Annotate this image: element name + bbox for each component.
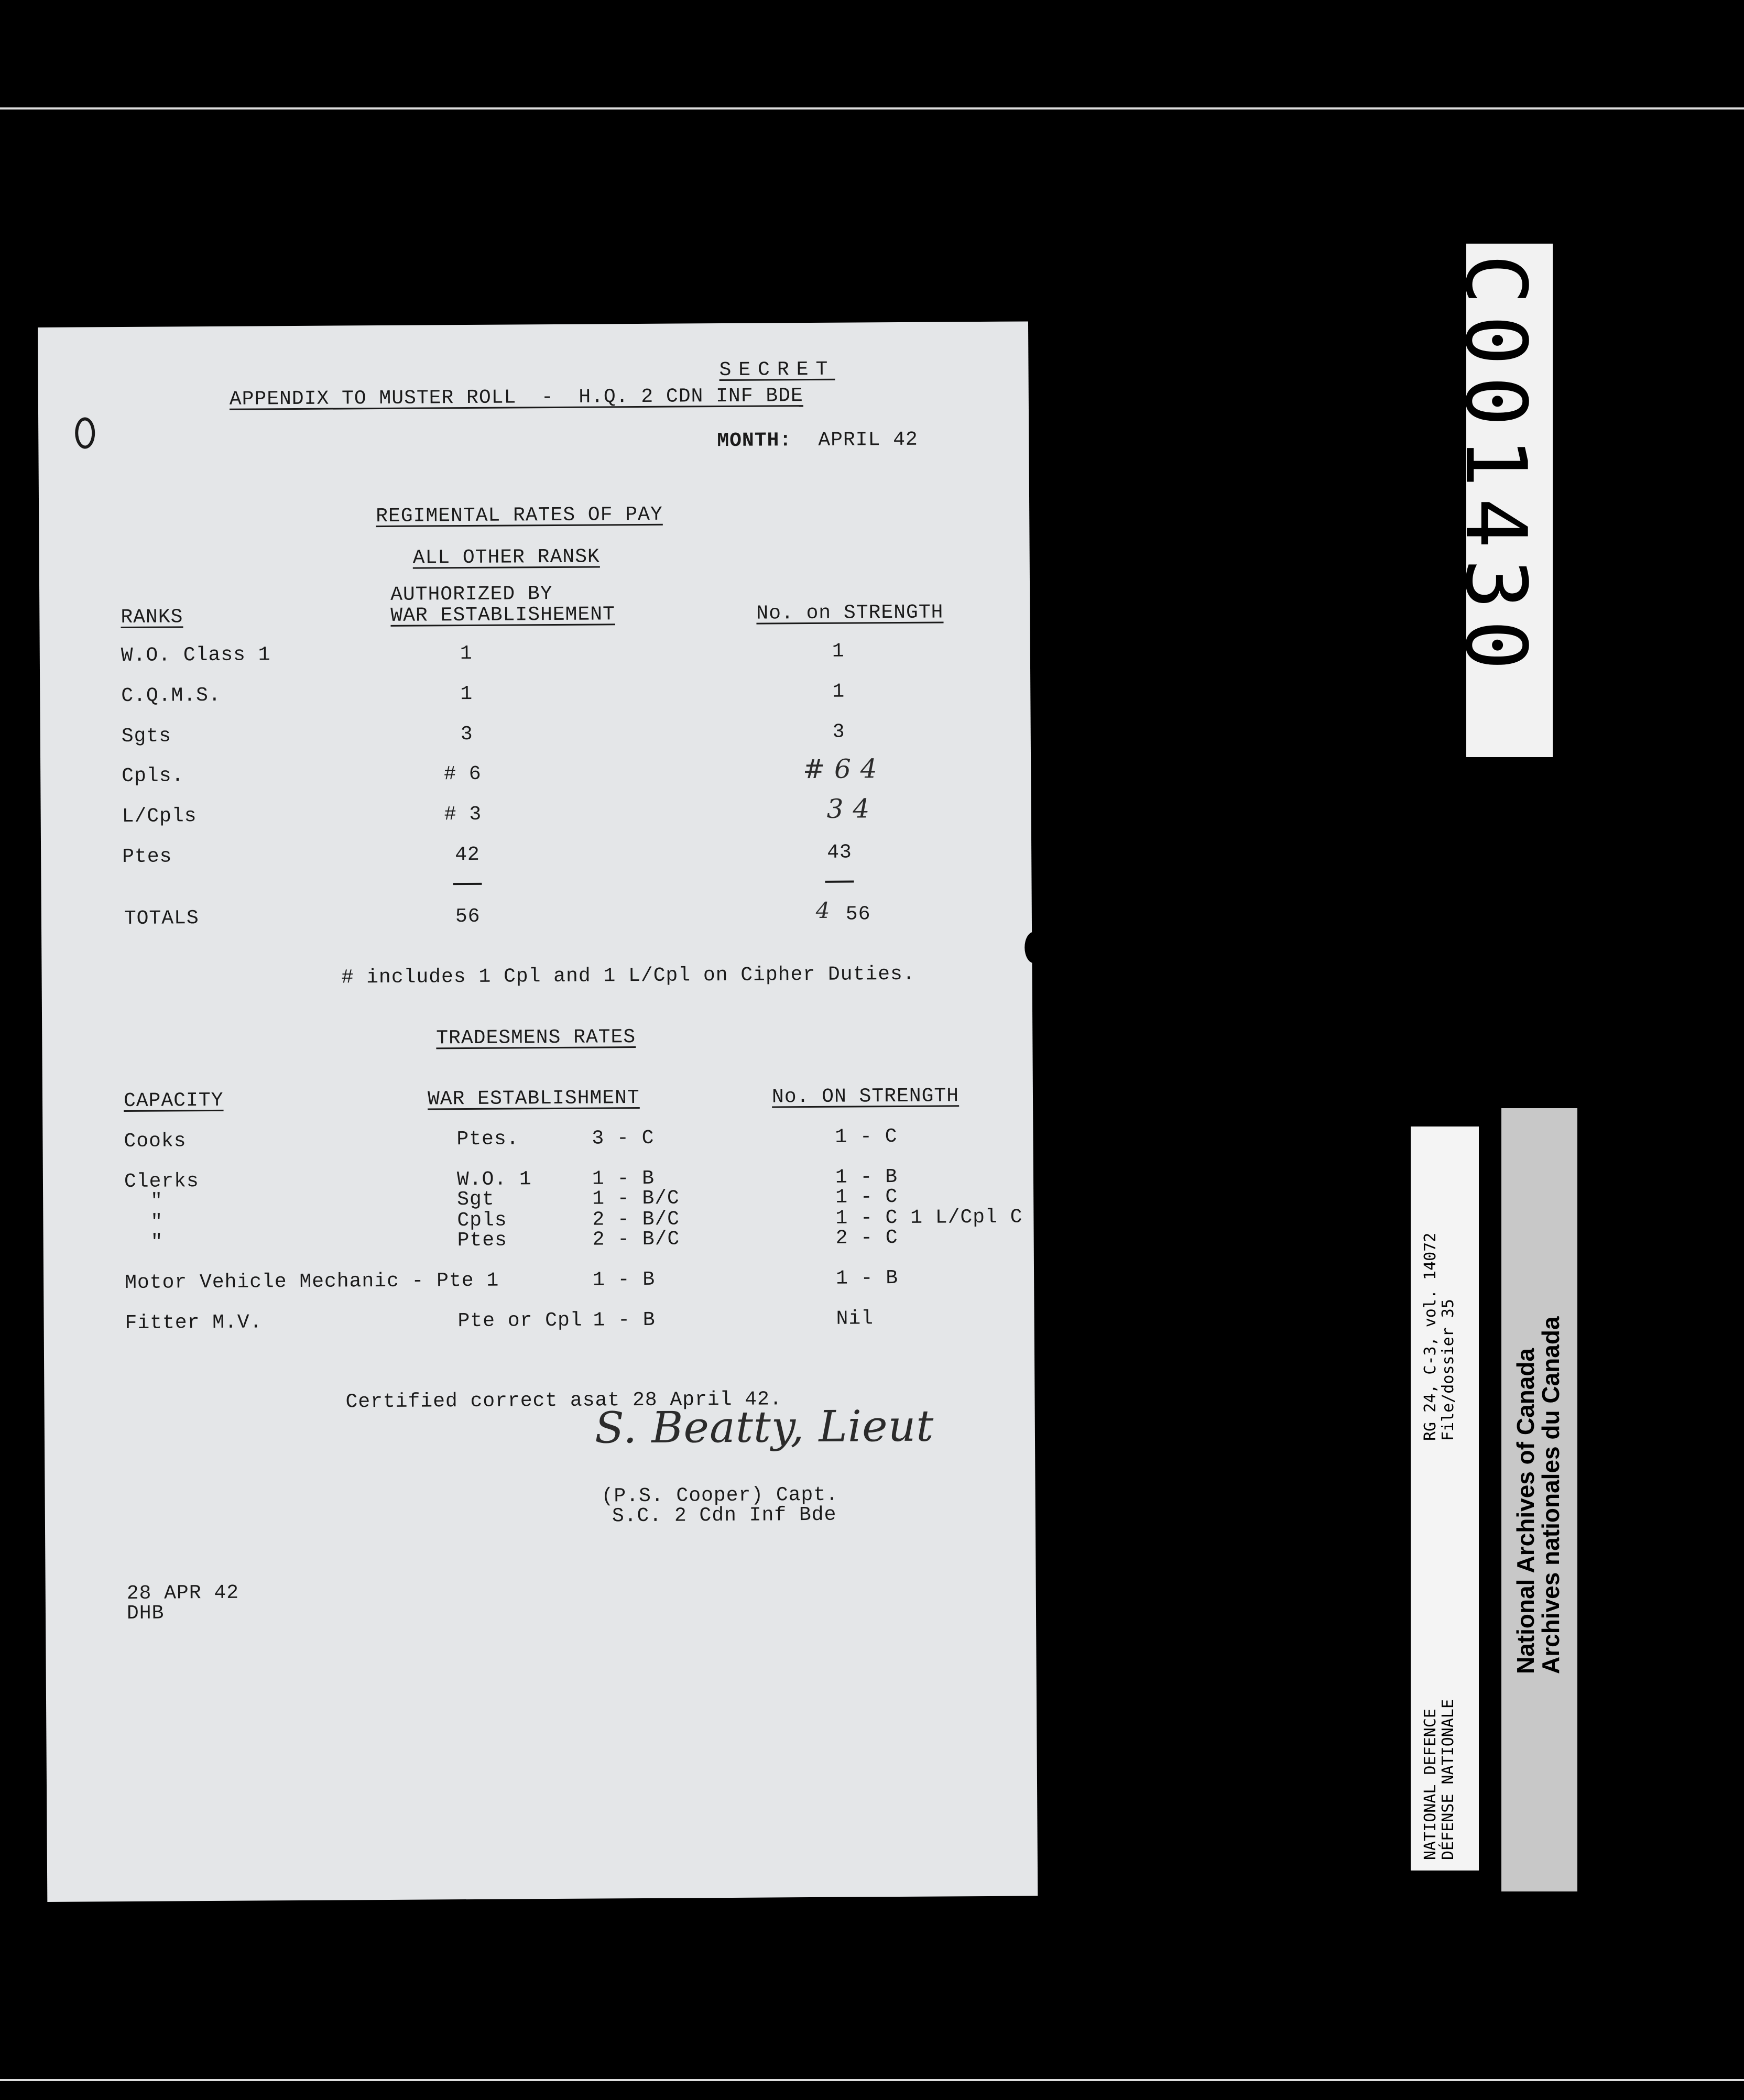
archives-name-fr: Archives nationales du Canada: [1537, 1316, 1564, 1674]
capacity-strength: 1 - B: [835, 1166, 898, 1189]
footer-date: 28 APR 42: [126, 1581, 239, 1605]
col-authorized-1: AUTHORIZED BY: [390, 583, 553, 606]
capacity-label: Cooks: [124, 1130, 187, 1153]
rank-strength: 43: [827, 841, 852, 864]
footnote: # includes 1 Cpl and 1 L/Cpl on Cipher Duties.: [341, 962, 915, 989]
col-capacity: CAPACITY: [123, 1089, 224, 1113]
capacity-rank: Cpls: [457, 1209, 507, 1232]
reference-label: [1411, 1126, 1479, 1871]
totals-strength-handwritten: 4: [815, 897, 831, 923]
sum-rule: [825, 881, 854, 883]
frame-number: C001430: [1447, 254, 1545, 681]
month-value: APRIL 42: [818, 428, 918, 452]
col-ranks: RANKS: [121, 606, 183, 629]
rank-strength-handwritten: 3 4: [826, 793, 870, 824]
punch-hole: [75, 417, 95, 449]
rank-label: Cpls.: [122, 764, 184, 788]
capacity-strength: 1 - C 1 L/Cpl C: [835, 1206, 1023, 1230]
capacity-we: 2 - B/C: [592, 1228, 680, 1251]
certification-text: Certified correct asat 28 April 42.: [345, 1388, 782, 1414]
rank-authorized: 1: [460, 682, 473, 706]
capacity-rank: Sgt: [457, 1188, 495, 1211]
col-on-strength: No. on STRENGTH: [756, 601, 944, 625]
capacity-we: 1 - B/C: [592, 1187, 680, 1210]
capacity-rank: Ptes: [457, 1229, 508, 1252]
tradesmen-heading: TRADESMENS RATES: [436, 1026, 636, 1050]
document-title: APPENDIX TO MUSTER ROLL - H.Q. 2 CDN INF BDE: [229, 385, 803, 411]
sum-rule: [453, 883, 482, 885]
col-war-establishment: WAR ESTABLISHMENT: [427, 1087, 640, 1111]
month-label: MONTH:: [717, 429, 792, 453]
rank-strength-handwritten: # 6 4: [803, 753, 878, 785]
bottom-border: [0, 2079, 1744, 2081]
capacity-label: ": [150, 1231, 164, 1254]
rank-strength: 1: [832, 680, 845, 703]
rank-label: Sgts: [121, 725, 172, 748]
top-border: [0, 0, 1744, 110]
capacity-label: Clerks: [124, 1170, 199, 1194]
capacity-rank: Pte or Cpl: [457, 1309, 583, 1333]
secret-mark: SECRET: [719, 358, 835, 382]
capacity-label: ": [150, 1211, 164, 1234]
footer-initials: DHB: [126, 1602, 165, 1625]
department-fr: DÉFENSE NATIONALE: [1439, 1699, 1457, 1860]
rank-authorized: # 6: [444, 762, 482, 786]
rank-strength: 3: [832, 720, 845, 743]
rank-authorized: 3: [460, 723, 473, 746]
rank-label: Ptes: [122, 845, 172, 869]
regimental-subheading: ALL OTHER RANSK: [412, 545, 600, 570]
totals-strength: 56: [845, 903, 871, 926]
rank-authorized: # 3: [444, 803, 482, 826]
signer-unit: S.C. 2 Cdn Inf Bde: [612, 1503, 837, 1528]
col-authorized-2: WAR ESTABLISHEMENT: [390, 603, 615, 627]
paper-notch: [1024, 932, 1043, 963]
capacity-strength: 2 - C: [835, 1227, 898, 1250]
capacity-strength: 1 - B: [835, 1267, 899, 1290]
capacity-strength: 1 - C: [835, 1186, 898, 1209]
capacity-label: Motor Vehicle Mechanic - Pte 1: [125, 1269, 499, 1295]
totals-label: TOTALS: [124, 907, 199, 931]
signer-name: (P.S. Cooper) Capt.: [601, 1483, 839, 1508]
document-page: [38, 321, 1038, 1901]
capacity-we: 3 - C: [592, 1126, 655, 1150]
capacity-rank: Ptes.: [456, 1128, 519, 1151]
capacity-strength: Nil: [836, 1307, 874, 1330]
capacity-strength: 1 - C: [835, 1125, 898, 1149]
capacity-label: ": [150, 1190, 164, 1213]
archives-name-en: National Archives of Canada: [1512, 1348, 1539, 1674]
col-no-on-strength: No. ON STRENGTH: [771, 1085, 960, 1109]
capacity-we: 1 - B: [593, 1308, 656, 1332]
capacity-we: 2 - B/C: [592, 1208, 680, 1231]
capacity-rank: W.O. 1: [456, 1168, 532, 1191]
rank-strength: 1: [832, 640, 845, 663]
capacity-we: 1 - B: [592, 1268, 656, 1292]
rank-label: W.O. Class 1: [121, 643, 271, 668]
capacity-label: Fitter M.V.: [125, 1311, 263, 1335]
regimental-heading: REGIMENTAL RATES OF PAY: [376, 503, 663, 528]
reference-line-2: File/dossier 35: [1439, 1299, 1457, 1441]
rank-authorized: 1: [460, 642, 473, 665]
reference-line-1: RG 24, C-3, vol. 14072: [1421, 1232, 1440, 1441]
signature: S. Beatty, Lieut: [594, 1401, 934, 1453]
department-en: NATIONAL DEFENCE: [1421, 1709, 1440, 1860]
rank-authorized: 42: [455, 843, 480, 867]
capacity-we: 1 - B: [592, 1167, 655, 1190]
frame-number-label: [1447, 244, 1553, 757]
rank-label: C.Q.M.S.: [121, 684, 221, 708]
archives-stamp: [1501, 1108, 1577, 1891]
rank-label: L/Cpls: [122, 805, 197, 828]
totals-authorized: 56: [455, 905, 481, 928]
